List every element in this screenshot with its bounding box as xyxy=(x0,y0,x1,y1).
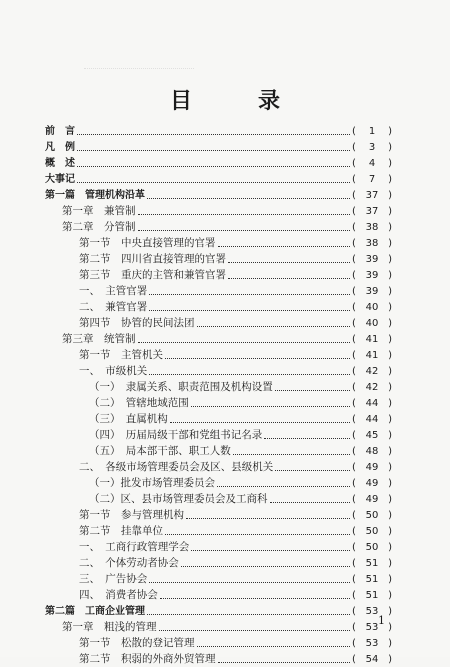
entry-page: ( 38 ) xyxy=(352,238,392,249)
toc-entry xyxy=(79,268,392,283)
leader-dots xyxy=(77,182,350,183)
toc-entry xyxy=(62,332,392,347)
entry-label: 第二篇 工商企业管理 xyxy=(45,606,145,617)
leader-dots xyxy=(160,598,350,599)
leader-dots xyxy=(77,150,350,151)
leader-dots xyxy=(147,614,350,615)
leader-dots xyxy=(149,582,350,583)
leader-dots xyxy=(159,630,351,631)
toc-entry xyxy=(79,284,392,299)
entry-page: ( 50 ) xyxy=(352,510,392,521)
leader-dots xyxy=(77,166,350,167)
entry-page: ( 45 ) xyxy=(352,430,392,441)
leader-dots xyxy=(191,550,350,551)
entry-label: 前 言 xyxy=(45,126,75,137)
entry-label: 一、 市级机关 xyxy=(79,365,148,377)
page-number: 1 xyxy=(378,614,385,627)
page-title: 目 录 xyxy=(169,89,302,114)
entry-page: ( 53 ) xyxy=(352,622,392,633)
toc-entry xyxy=(79,316,392,331)
toc-entry xyxy=(79,460,392,475)
entry-label: 第二节 积弱的外商外贸管理 xyxy=(79,653,216,665)
entry-page: ( 44 ) xyxy=(352,414,392,425)
entry-page: ( 51 ) xyxy=(352,558,392,569)
entry-page: ( 50 ) xyxy=(352,542,392,553)
entry-label: 凡 例 xyxy=(45,142,75,153)
entry-label: 二、 各级市场管理委员会及区、县级机关 xyxy=(79,461,274,473)
toc-entry xyxy=(79,572,392,587)
entry-label: 第三节 重庆的主管和兼管官署 xyxy=(79,269,226,281)
leader-dots xyxy=(147,198,350,199)
entry-page: ( 4 ) xyxy=(352,158,392,169)
entry-label: （一）批发市场管理委员会 xyxy=(89,477,215,489)
toc-entry xyxy=(89,396,392,411)
entry-label: 第四节 协管的民间法团 xyxy=(79,317,195,329)
entry-page: ( 49 ) xyxy=(352,494,392,505)
leader-dots xyxy=(218,246,351,247)
entry-label: 二、 个体劳动者协会 xyxy=(79,557,179,569)
entry-page: ( 40 ) xyxy=(352,302,392,313)
entry-label: 一、 主管官署 xyxy=(79,285,148,297)
entry-page: ( 39 ) xyxy=(352,270,392,281)
entry-label: 大事记 xyxy=(45,174,75,185)
entry-page: ( 48 ) xyxy=(352,446,392,457)
leader-dots xyxy=(138,342,351,343)
toc-entry xyxy=(79,556,392,571)
entry-label: 第一节 主管机关 xyxy=(79,349,163,361)
faint-header-mark xyxy=(84,68,194,78)
leader-dots xyxy=(228,278,350,279)
entry-label: 第一节 松散的登记管理 xyxy=(79,637,195,649)
entry-page: ( 37 ) xyxy=(352,206,392,217)
entry-page: ( 41 ) xyxy=(352,334,392,345)
toc-entry xyxy=(45,188,392,203)
entry-page: ( 49 ) xyxy=(352,478,392,489)
leader-dots xyxy=(138,214,351,215)
leader-dots xyxy=(228,262,350,263)
entry-label: 第一章 粗浅的管理 xyxy=(62,621,157,633)
leader-dots xyxy=(186,518,350,519)
toc-entry xyxy=(79,524,392,539)
leader-dots xyxy=(217,486,350,487)
toc-entry xyxy=(89,412,392,427)
toc-entry xyxy=(89,444,392,459)
toc-entry xyxy=(79,236,392,251)
entry-page: ( 50 ) xyxy=(352,526,392,537)
entry-page: ( 42 ) xyxy=(352,382,392,393)
toc-entry xyxy=(79,588,392,603)
entry-label: （四） 历届局级干部和党组书记名录 xyxy=(89,429,263,441)
leader-dots xyxy=(165,534,350,535)
leader-dots xyxy=(149,294,350,295)
leader-dots xyxy=(149,310,350,311)
toc-entry xyxy=(45,140,392,155)
toc-entry xyxy=(79,364,392,379)
toc-entry xyxy=(79,540,392,555)
leader-dots xyxy=(165,358,350,359)
toc-entry xyxy=(89,492,392,507)
leader-dots xyxy=(170,422,350,423)
entry-page: ( 49 ) xyxy=(352,462,392,473)
leader-dots xyxy=(181,566,350,567)
toc-entry xyxy=(45,604,392,619)
leader-dots xyxy=(275,390,350,391)
entry-label: 三、 广告协会 xyxy=(79,573,148,585)
leader-dots xyxy=(149,374,350,375)
entry-page: ( 44 ) xyxy=(352,398,392,409)
entry-label: 二、 兼管官署 xyxy=(79,301,148,313)
leader-dots xyxy=(275,470,350,471)
toc-entry xyxy=(89,428,392,443)
leader-dots xyxy=(197,326,351,327)
entry-page: ( 54 ) xyxy=(352,654,392,665)
entry-page: ( 39 ) xyxy=(352,286,392,297)
leader-dots xyxy=(191,406,350,407)
leader-dots xyxy=(218,662,351,663)
entry-label: （一） 隶属关系、职责范围及机构设置 xyxy=(89,381,273,393)
entry-page: ( 41 ) xyxy=(352,350,392,361)
entry-label: 第二节 挂靠单位 xyxy=(79,525,163,537)
entry-page: ( 53 ) xyxy=(352,638,392,649)
entry-label: （二） 管辖地域范围 xyxy=(89,397,189,409)
toc-entry xyxy=(89,476,392,491)
toc-entry xyxy=(79,636,392,651)
toc-entry xyxy=(79,652,392,667)
toc-entry xyxy=(79,508,392,523)
toc-entry xyxy=(45,124,392,139)
entry-label: （三） 直属机构 xyxy=(89,413,168,425)
toc-entry xyxy=(45,172,392,187)
entry-label: 概 述 xyxy=(45,158,75,169)
entry-page: ( 53 ) xyxy=(352,606,392,617)
toc-entry xyxy=(62,220,392,235)
leader-dots xyxy=(197,646,351,647)
entry-label: 第二章 分管制 xyxy=(62,221,136,233)
leader-dots xyxy=(77,134,350,135)
entry-label: （二）区、县市场管理委员会及工商科 xyxy=(89,493,268,505)
entry-label: 一、 工商行政管理学会 xyxy=(79,541,190,553)
entry-label: 第一章 兼管制 xyxy=(62,205,136,217)
toc-entry xyxy=(62,620,392,635)
toc-entry xyxy=(79,300,392,315)
entry-page: ( 38 ) xyxy=(352,222,392,233)
entry-page: ( 39 ) xyxy=(352,254,392,265)
entry-page: ( 42 ) xyxy=(352,366,392,377)
toc-entry xyxy=(79,348,392,363)
entry-label: 第一节 中央直接管理的官署 xyxy=(79,237,216,249)
entry-label: （五） 局本部干部、职工人数 xyxy=(89,445,231,457)
entry-page: ( 37 ) xyxy=(352,190,392,201)
entry-page: ( 7 ) xyxy=(352,174,392,185)
leader-dots xyxy=(270,502,351,503)
entry-label: 第一篇 管理机构沿革 xyxy=(45,190,145,201)
entry-label: 四、 消费者协会 xyxy=(79,589,158,601)
entry-page: ( 3 ) xyxy=(352,142,392,153)
leader-dots xyxy=(138,230,351,231)
entry-page: ( 51 ) xyxy=(352,574,392,585)
leader-dots xyxy=(233,454,350,455)
entry-label: 第三章 统管制 xyxy=(62,333,136,345)
leader-dots xyxy=(264,438,350,439)
entry-label: 第二节 四川省直接管理的官署 xyxy=(79,253,226,265)
toc-entry xyxy=(79,252,392,267)
toc-entry xyxy=(89,380,392,395)
toc-entry xyxy=(62,204,392,219)
entry-page: ( 1 ) xyxy=(352,126,392,137)
entry-page: ( 51 ) xyxy=(352,590,392,601)
entry-label: 第一节 参与管理机构 xyxy=(79,509,184,521)
entry-page: ( 40 ) xyxy=(352,318,392,329)
toc-entry xyxy=(45,156,392,171)
